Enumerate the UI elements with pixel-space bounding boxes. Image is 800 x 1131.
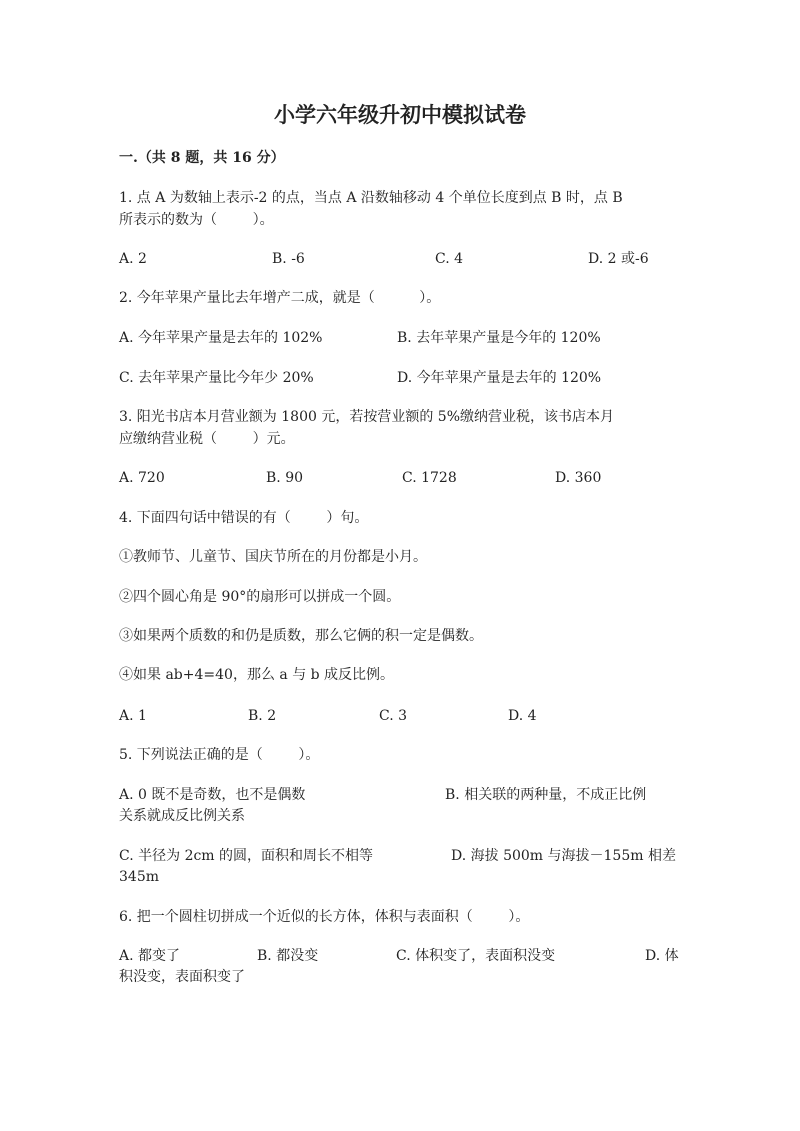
question-3-line-1: 3. 阳光书店本月营业额为 1800 元，若按营业额的 5%缴纳营业税，该书店本月 xyxy=(119,409,614,425)
question-5-option-a: A. 0 既不是奇数，也不是偶数 xyxy=(119,787,306,803)
question-4-option-c: C. 3 xyxy=(379,708,408,724)
question-3-option-b: B. 90 xyxy=(266,470,304,486)
question-1-line-2: 所表示的数为（ ）。 xyxy=(119,212,274,228)
question-5-stem: 5. 下列说法正确的是（ ）。 xyxy=(119,747,320,763)
question-5-option-b-line-1: B. 相关联的两种量，不成正比例 xyxy=(445,787,647,803)
question-4-option-a: A. 1 xyxy=(119,708,147,724)
question-6-option-a: A. 都变了 xyxy=(119,948,181,964)
question-5-option-b-line-2: 关系就成反比例关系 xyxy=(119,808,245,824)
question-5-option-c: C. 半径为 2cm 的圆，面积和周长不相等 xyxy=(119,848,374,864)
question-4-statement-1: ①教师节、儿童节、国庆节所在的月份都是小月。 xyxy=(119,549,427,565)
question-2-option-b: B. 去年苹果产量是今年的 120% xyxy=(397,330,601,346)
question-4-statement-4: ④如果 ab+4=40，那么 a 与 b 成反比例。 xyxy=(119,667,395,683)
question-3-option-c: C. 1728 xyxy=(402,470,457,486)
question-3-option-a: A. 720 xyxy=(119,470,165,486)
question-1-option-d: D. 2 或-6 xyxy=(588,251,649,267)
question-2-option-a: A. 今年苹果产量是去年的 102% xyxy=(119,330,323,346)
section-header: 一.（共 8 题，共 16 分） xyxy=(119,150,285,166)
question-2-stem: 2. 今年苹果产量比去年增产二成，就是（ ）。 xyxy=(119,290,441,306)
question-2-option-c: C. 去年苹果产量比今年少 20% xyxy=(119,370,314,386)
question-4-statement-2: ②四个圆心角是 90°的扇形可以拼成一个圆。 xyxy=(119,589,401,605)
question-3-option-d: D. 360 xyxy=(555,470,602,486)
question-6-option-d-line-1: D. 体 xyxy=(645,948,679,964)
question-4-statement-3: ③如果两个质数的和仍是质数，那么它俩的积一定是偶数。 xyxy=(119,628,483,644)
question-1-line-1: 1. 点 A 为数轴上表示-2 的点，当点 A 沿数轴移动 4 个单位长度到点 B 时，点 B xyxy=(119,190,623,206)
question-6-option-b: B. 都没变 xyxy=(257,948,319,964)
question-1-option-c: C. 4 xyxy=(435,251,464,267)
question-2-option-d: D. 今年苹果产量是去年的 120% xyxy=(397,370,602,386)
question-5-option-d-line-1: D. 海拔 500m 与海拔－155m 相差 xyxy=(451,848,676,864)
question-6-stem: 6. 把一个圆柱切拼成一个近似的长方体，体积与表面积（ ）。 xyxy=(119,909,530,925)
question-5-option-d-line-2: 345m xyxy=(119,869,159,885)
question-4-option-d: D. 4 xyxy=(508,708,537,724)
question-1-option-a: A. 2 xyxy=(119,251,147,267)
question-3-line-2: 应缴纳营业税（ ）元。 xyxy=(119,431,295,447)
question-6-option-c: C. 体积变了，表面积没变 xyxy=(396,948,556,964)
question-6-option-d-line-2: 积没变，表面积变了 xyxy=(119,969,245,985)
question-4-option-b: B. 2 xyxy=(248,708,277,724)
question-1-option-b: B. -6 xyxy=(272,251,305,267)
page-title: 小学六年级升初中模拟试卷 xyxy=(274,102,526,127)
question-4-stem: 4. 下面四句话中错误的有（ ）句。 xyxy=(119,510,369,526)
